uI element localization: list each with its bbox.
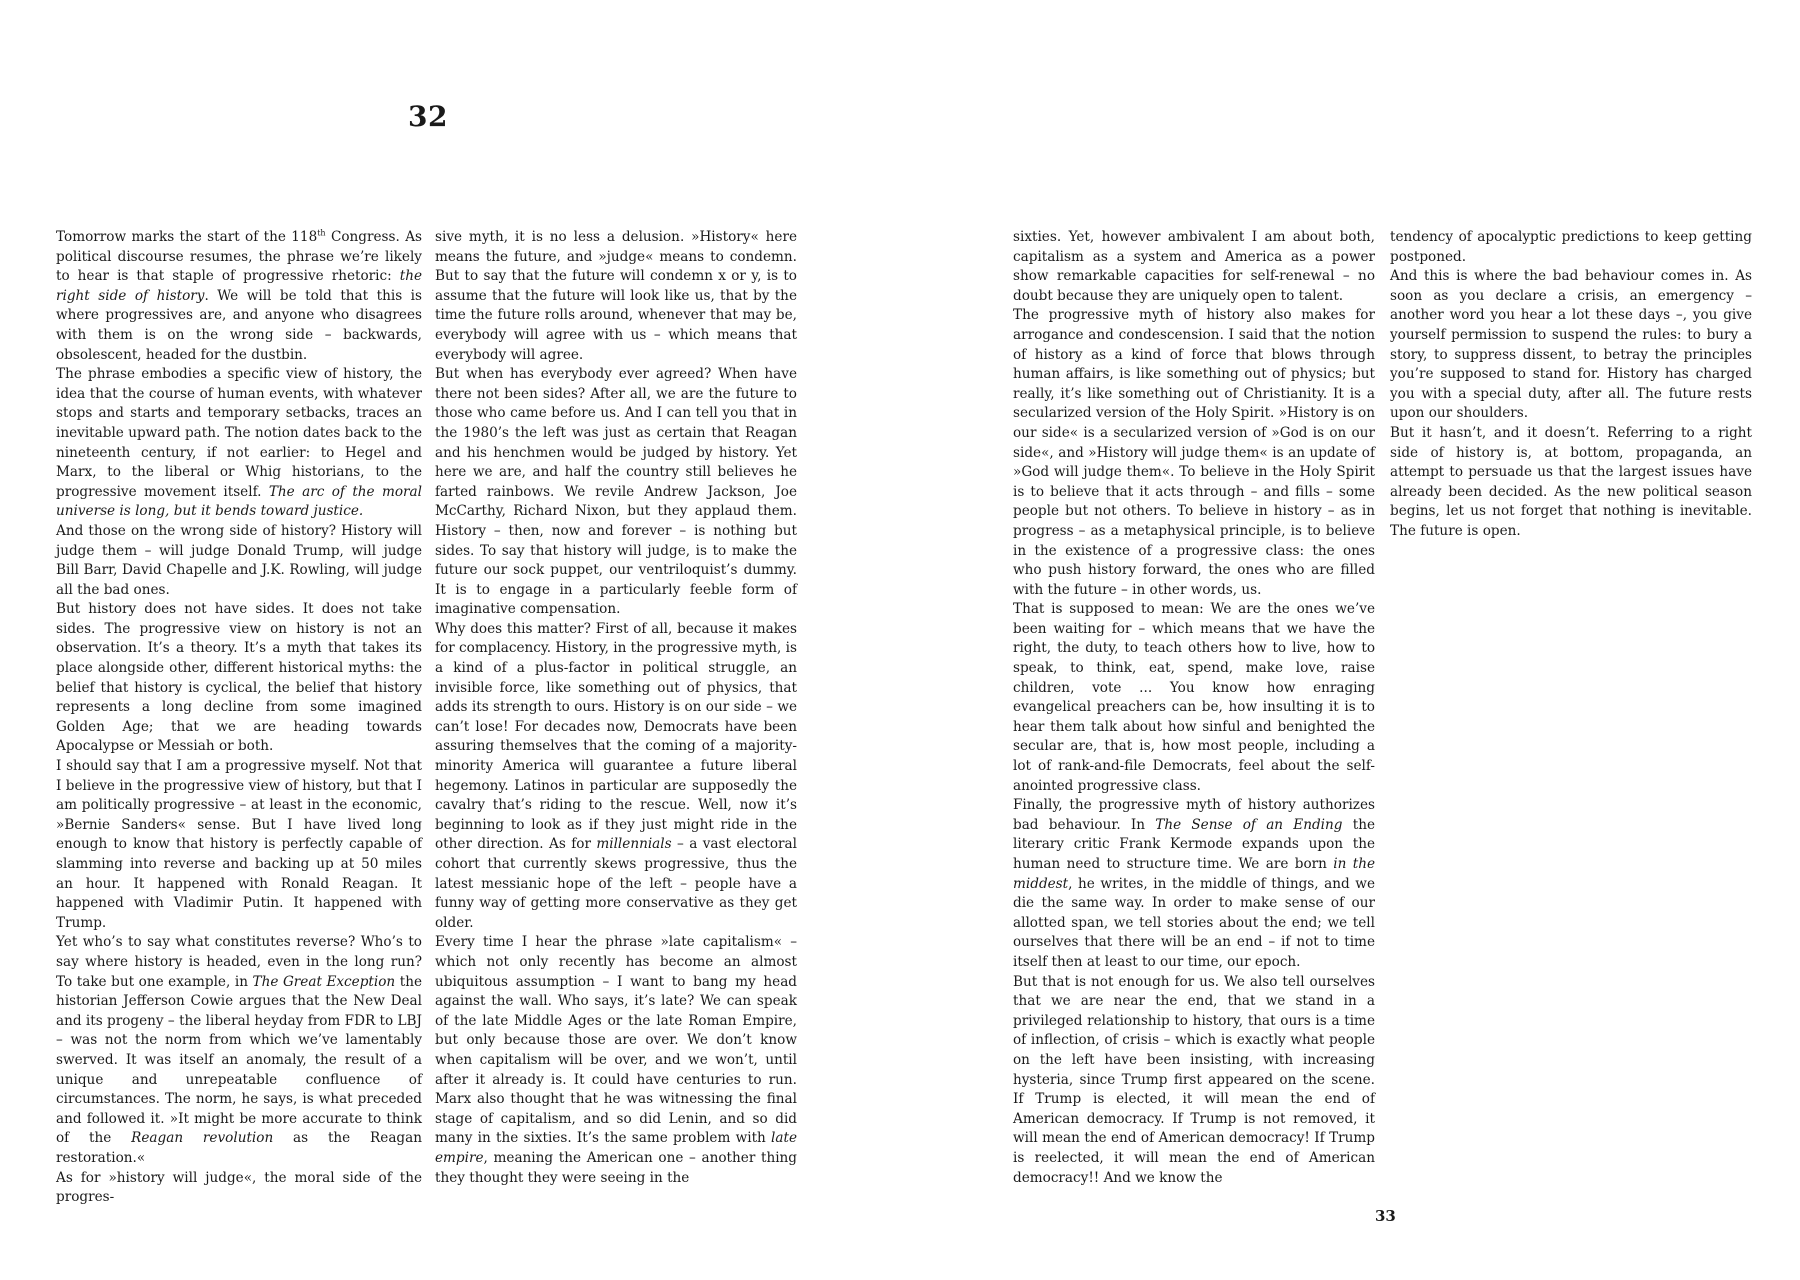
paragraph: That is supposed to mean: We are the ones we’ve been waiting for – which means that we have the right, the duty, to teach others how to live, how to speak, to think, eat, spend, make love, raise children, vote ... You know how enraging evangelical preachers can be, how insulting it is to hear them talk about how sinful and benighted the secular are, that is, how most people, including a lot of rank-and-file Democrats, feel about the self-anointed progressive class.	[1013, 601, 1375, 794]
paragraph: But when has everybody ever agreed? When have there not been sides? After all, we are the future to those who came before us. And I can tell you that in the 1980’s the left was just as certain that Reagan and his henchmen would be judged by history. Yet here we are, and half the country still believes he farted rainbows. We revile Andrew Jackson, Joe McCarthy, Richard Nixon, but they applaud them. History – then, now and forever – is nothing but sides. To say that history will judge, is to make the future our sock puppet, our ventriloquist’s dummy. It is to engage in a particularly feeble form of imaginative compensation.	[435, 366, 797, 618]
paragraph: Finally, the progressive myth of history authorizes bad behaviour. In The Sense of an Ending the literary critic Frank Kermode expands upon the human need to structure time. We are born in the middest, he writes, in the middle of things, and we die the same way. In order to make sense of our allotted span, we tell stories about the end; we tell ourselves that there will be an end – if not to time itself then at least to our time, our epoch.	[1013, 797, 1376, 970]
page-number-left: 32	[408, 100, 448, 133]
paragraph: Every time I hear the phrase »late capitalism« – which not only recently has become an almost ubiquitous assumption – I want to bang my head against the wall. Who says, it’s late? We can speak of the late Middle Ages or the late Roman Empire, but only because those are over. We don’t know when capitalism will be over, and we won’t, until after it already is. It could have centuries to run. Marx also thought that he was witnessing the final stage of capitalism, and so did Lenin, and so did many in the sixties. It’s the same problem with late empire, meaning the American one – another thing they thought they were seeing in the	[435, 934, 797, 1186]
paragraph: Yet who’s to say what constitutes reverse? Who’s to say where history is headed, even in the long run? To take but one example, in The Great Exception the historian Jefferson Cowie argues that the New Deal and its progeny – the liberal heyday from FDR to LBJ – was not the norm from which we’ve lamentably swerved. It was itself an anomaly, the result of a unique and unrepeatable confluence of circumstances. The norm, he says, is what preceded and followed it. »It might be more accurate to think of the Reagan revolution as the Reagan restoration.«	[56, 934, 422, 1166]
paragraph: Why does this matter? First of all, because it makes for complacency. History, in the progressive myth, is a kind of a plus-factor in political struggle, an invisible force, like something out of physics, that adds its strength to ours. History is on our side – we can’t lose! For decades now, Democrats have been assuring themselves that the coming of a majority-minority America will guarantee a future liberal hegemony. Latinos in particular are supposedly the cavalry that’s riding to the rescue. Well, now it’s beginning to look as if they just might ride in the other direction. As for millennials – a vast electoral cohort that currently skews progressive, thus the latest messianic hope of the left – people have a funny way of getting more conservative as they get older.	[435, 620, 797, 931]
paragraph: The progressive myth of history also makes for arrogance and condescension. I said that the notion of history as a kind of force that blows through human affairs, is like something out of physics; but really, it’s like something out of Christianity. It is a secularized version of the Holy Spirit. »History is on our side« is a secularized version of »God is on our side«, and »History will judge them« is an update of »God will judge them«. To believe in the Holy Spirit is to believe that it acts through – and fills – some people but not others. To believe in history – as in progress – as a metaphysical principle, is to believe in the existence of a progressive class: the ones who push history forward, the ones who are filled with the future – in other words, us.	[1013, 307, 1375, 598]
paragraph: And this is where the bad behaviour comes in. As soon as you declare a crisis, an emergency – another word you hear a lot these days –, you give yourself permission to suspend the rules: to bury a story, to suppress dissent, to betray the principles you’re supposed to stand for. History has charged you with a special duty, after all. The future rests upon our shoulders.	[1390, 268, 1752, 422]
page-number-right: 33	[1375, 1207, 1396, 1225]
text-column-3	[1013, 228, 1375, 1188]
paragraph: The phrase embodies a specific view of history, the idea that the course of human events, with whatever stops and starts and temporary setbacks, traces an inevitable upward path. The notion dates back to the nineteenth century, if not earlier: to Hegel and Marx, to the liberal or Whig historians, to the progressive movement itself. The arc of the moral universe is long, but it bends toward justice.	[56, 366, 422, 520]
paragraph: And those on the wrong side of history? History will judge them – will judge Donald Trump, will judge Bill Barr, David Chapelle and J.K. Rowling, will judge all the bad ones.	[56, 522, 422, 598]
paragraph: Tomorrow marks the start of the 118th Congress. As political discourse resumes, the phrase we’re likely to hear is that staple of progressive rhetoric: the right side of history. We will be told that this is where progressives are, and anyone who disagrees with them is on the wrong side – backwards, obsolescent, headed for the dustbin.	[56, 228, 422, 363]
paragraph: But it hasn’t, and it doesn’t. Referring to a right side of history is, at bottom, propaganda, an attempt to persuade us that the largest issues have already been decided. As the new political season begins, let us not forget that nothing is inevitable. The future is open.	[1390, 424, 1752, 539]
paragraph: tendency of apocalyptic predictions to keep getting postponed.	[1390, 229, 1752, 265]
text-column-1	[56, 228, 422, 1208]
paragraph: I should say that I am a progressive myself. Not that I believe in the progressive view of history, but that I am politically progressive – at least in the economic, »Bernie Sanders« sense. But I have lived long enough to know that history is perfectly capable of slamming into reverse and backing up at 50 miles an hour. It happened with Ronald Reagan. It happened with Vladimir Putin. It happened with Trump.	[56, 758, 422, 931]
text-column-4	[1390, 228, 1752, 542]
paragraph: But that is not enough for us. We also tell ourselves that we are near the end, that we stand in a privileged relationship to history, that ours is a time of inflection, of crisis – which is exactly what people on the left have been insisting, with increasing hysteria, since Trump first appeared on the scene. If Trump is elected, it will mean the end of American democracy. If Trump is not removed, it will mean the end of American democracy! If Trump is reelected, it will mean the end of American democracy!! And we know the	[1013, 973, 1375, 1186]
paragraph: As for »history will judge«, the moral side of the progres-	[56, 1169, 422, 1206]
text-column-2	[435, 228, 797, 1188]
right-page	[900, 0, 1800, 1280]
paragraph: sive myth, it is no less a delusion. »History« here means the future, and »judge« means to condemn. But to say that the future will condemn x or y, is to assume that the future will look like us, that by the time the future rolls around, whenever that may be, everybody will agree with us – which means that everybody will agree.	[435, 229, 797, 363]
paragraph: sixties. Yet, however ambivalent I am about both, capitalism as a system and America as a power show remarkable capacities for self-renewal – no doubt because they are uniquely open to talent.	[1013, 229, 1375, 304]
paragraph: But history does not have sides. It does not take sides. The progressive view on history is not an observation. It’s a theory. It’s a myth that takes its place alongside other, different historical myths: the belief that history is cyclical, the belief that history represents a long decline from some imagined Golden Age; that we are heading towards Apocalypse or Messiah or both.	[56, 601, 422, 755]
